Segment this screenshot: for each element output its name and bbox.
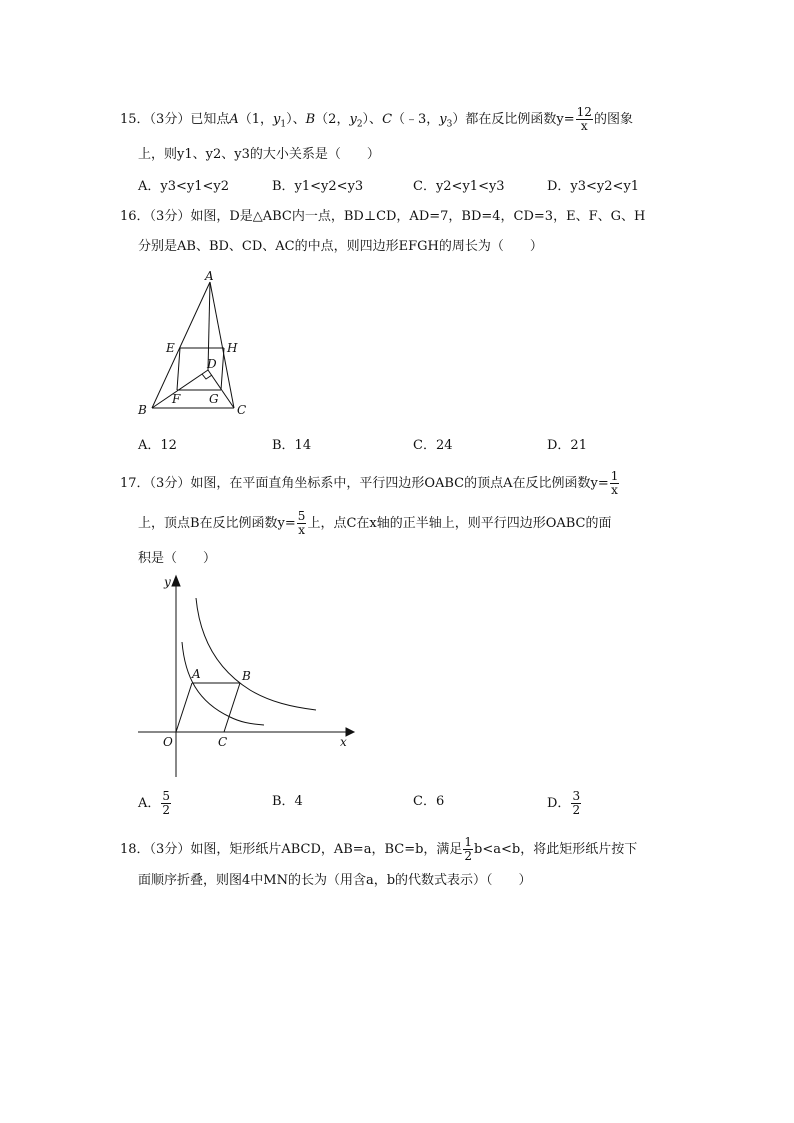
- q17-line2: [138, 510, 612, 537]
- q15-line1-end: 的图象: [593, 112, 633, 127]
- frac-num: 5: [162, 789, 171, 803]
- point-c-label: C: [382, 112, 393, 127]
- q17-line1-text: 17．（3分）如图，在平面直角坐标系中，平行四边形OABC的顶点A在反比例函数y=: [120, 476, 609, 491]
- x-axis-arrow: [346, 728, 354, 736]
- label-a: A: [192, 667, 201, 681]
- point-b-close: ）、: [362, 112, 383, 127]
- q16-line1: 16．（3分）如图，D是△ABC内一点，BD⊥CD，AD=7，BD=4，CD=3，E、F、G、H: [120, 209, 646, 224]
- segment-bc: [224, 683, 240, 732]
- fraction-3-over-2: [571, 790, 581, 817]
- q17-coordinate-figure: [130, 572, 360, 782]
- q16-option-b[interactable]: B．14: [272, 438, 312, 453]
- point-b-label: B: [305, 112, 316, 127]
- segment-ef: [177, 348, 180, 390]
- point-a-close: ）、: [286, 112, 306, 127]
- segment-oa: [176, 683, 192, 732]
- frac-den: x: [611, 483, 618, 497]
- label-b: B: [242, 669, 251, 683]
- y1-sub: 1: [280, 119, 287, 130]
- q15-line1: [120, 106, 633, 134]
- q17-option-a[interactable]: [138, 790, 172, 817]
- frac-num: 1: [464, 835, 473, 849]
- q18-line1-a: 18．（3分）如图，矩形纸片ABCD，AB=a，BC=b，满足: [120, 842, 463, 857]
- y-axis-arrow: [172, 576, 180, 586]
- fraction-5-over-2: [161, 790, 171, 817]
- frac-num: 12: [576, 105, 592, 119]
- y3-var: y: [439, 112, 447, 127]
- q15-option-a[interactable]: A．y3<y1<y2: [138, 179, 230, 194]
- q15-line2: 上，则y1、y2、y3的大小关系是（ ）: [138, 147, 380, 162]
- q15-option-b[interactable]: B．y1<y2<y3: [272, 179, 364, 194]
- point-a-coord: （1，: [238, 112, 273, 127]
- option-prefix: A．: [138, 796, 161, 811]
- fraction-1-over-2: [463, 836, 473, 863]
- q16-triangle-figure: [130, 270, 270, 420]
- point-a-label: A: [229, 112, 239, 127]
- y2-sub: 2: [356, 119, 363, 130]
- point-b-coord: （2，: [315, 112, 350, 127]
- q17-option-c[interactable]: C．6: [413, 794, 445, 809]
- label-o: O: [163, 735, 173, 749]
- label-c: C: [237, 403, 247, 417]
- q17-line2-b: 上，点C在x轴的正半轴上，则平行四边形OABC的面: [307, 516, 612, 531]
- label-d: D: [207, 357, 217, 371]
- frac-num: 1: [610, 469, 619, 483]
- q16-option-a[interactable]: A．12: [138, 438, 177, 453]
- q17-option-d[interactable]: [547, 790, 582, 817]
- label-e: E: [166, 341, 175, 355]
- frac-den: x: [580, 119, 588, 133]
- q17-line3: 积是（ ）: [138, 551, 217, 566]
- q17-line1: [120, 470, 620, 497]
- q16-option-c[interactable]: C．24: [413, 438, 453, 453]
- label-c: C: [218, 735, 228, 749]
- q16-option-d[interactable]: D．21: [547, 438, 587, 453]
- q15-option-c[interactable]: C．y2<y1<y3: [413, 179, 505, 194]
- y2-var: y: [349, 112, 357, 127]
- label-b: B: [138, 403, 147, 417]
- right-angle-mark: [202, 374, 212, 379]
- option-prefix: D．: [547, 796, 571, 811]
- fraction-12-over-x: [576, 106, 593, 133]
- label-g: G: [209, 392, 219, 406]
- q15-option-d[interactable]: D．y3<y2<y1: [547, 179, 640, 194]
- label-y: y: [164, 575, 171, 589]
- q18-line2: 面顺序折叠，则图4中MN的长为（用含a，b的代数式表示）（ ）: [138, 873, 532, 888]
- point-c-coord: （﹣3，: [392, 112, 440, 127]
- fraction-1-over-x: [610, 470, 620, 497]
- q18-line1: [120, 836, 637, 863]
- q17-option-b[interactable]: B．4: [272, 794, 303, 809]
- point-c-close: ）都在反比例函数: [452, 112, 557, 127]
- frac-den: 2: [572, 803, 581, 817]
- function-lhs: y=: [556, 112, 575, 127]
- y1-var: y: [273, 112, 281, 127]
- q17-line2-a: 上，顶点B在反比例函数y=: [138, 516, 296, 531]
- segment-gh: [221, 348, 224, 390]
- fraction-5-over-x: [297, 510, 307, 537]
- y3-sub: 3: [446, 119, 453, 130]
- frac-den: x: [298, 523, 305, 537]
- label-h: H: [227, 341, 238, 355]
- q18-line1-b: b<a<b，将此矩形纸片按下: [474, 842, 638, 857]
- q15-intro: 15．（3分）已知点: [120, 112, 230, 127]
- frac-num: 5: [297, 509, 306, 523]
- frac-num: 3: [572, 789, 581, 803]
- side-ab: [152, 282, 210, 408]
- frac-den: 2: [162, 803, 171, 817]
- curve-5-over-x: [196, 598, 316, 710]
- label-f: F: [172, 392, 181, 406]
- q16-line2: 分别是AB、BD、CD、AC的中点，则四边形EFGH的周长为（ ）: [138, 239, 543, 254]
- label-a: A: [205, 270, 214, 283]
- frac-den: 2: [464, 849, 473, 863]
- label-x: x: [340, 735, 347, 749]
